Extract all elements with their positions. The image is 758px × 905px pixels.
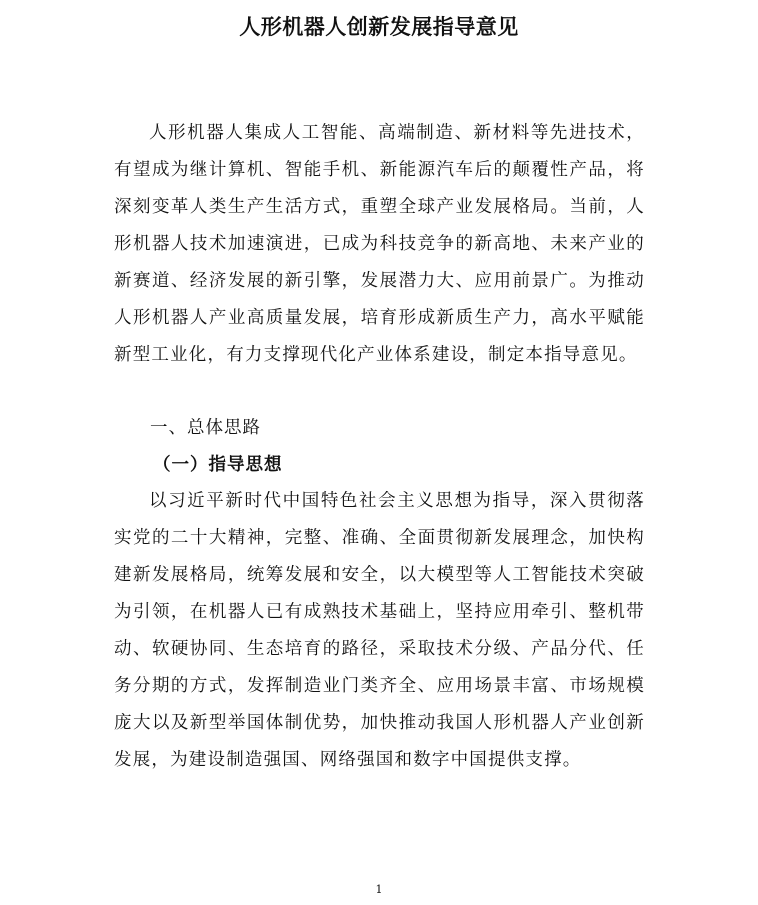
section-heading: 一、总体思路 — [150, 418, 261, 438]
intro-paragraph: 人形机器人集成人工智能、高端制造、新材料等先进技术，有望成为继计算机、智能手机、新能源汽车后的颠覆性产品，将深刻变革人类生产生活方式，重塑全球产业发展格局。当前，人形机器人技术加速演进，已成为科技竞争的新高地、未来产业的新赛道、经济发展的新引擎，发展潜力大、应用前景广。为推动人形机器人产业高质量发展，培育形成新质生产力，高水平赋能新型工业化，有力支撑现代化产业体系建设，制定本指导意见。 — [114, 123, 645, 365]
guiding-ideology-paragraph: 以习近平新时代中国特色社会主义思想为指导，深入贯彻落实党的二十大精神，完整、准确、全面贯彻新发展理念，加快构建新发展格局，统筹发展和安全，以大模型等人工智能技术突破为引领，在机器人已有成熟技术基础上，坚持应用牵引、整机带动、软硬协同、生态培育的路径，采取技术分级、产品分代、任务分期的方式，发挥制造业门类齐全、应用场景丰富、市场规模庞大以及新型举国体制优势，加快推动我国人形机器人产业创新发展，为建设制造强国、网络强国和数字中国提供支撑。 — [114, 491, 645, 770]
page-number: 1 — [375, 883, 383, 896]
document-title: 人形机器人创新发展指导意见 — [239, 15, 519, 39]
subsection-heading: （一）指导思想 — [153, 455, 283, 475]
